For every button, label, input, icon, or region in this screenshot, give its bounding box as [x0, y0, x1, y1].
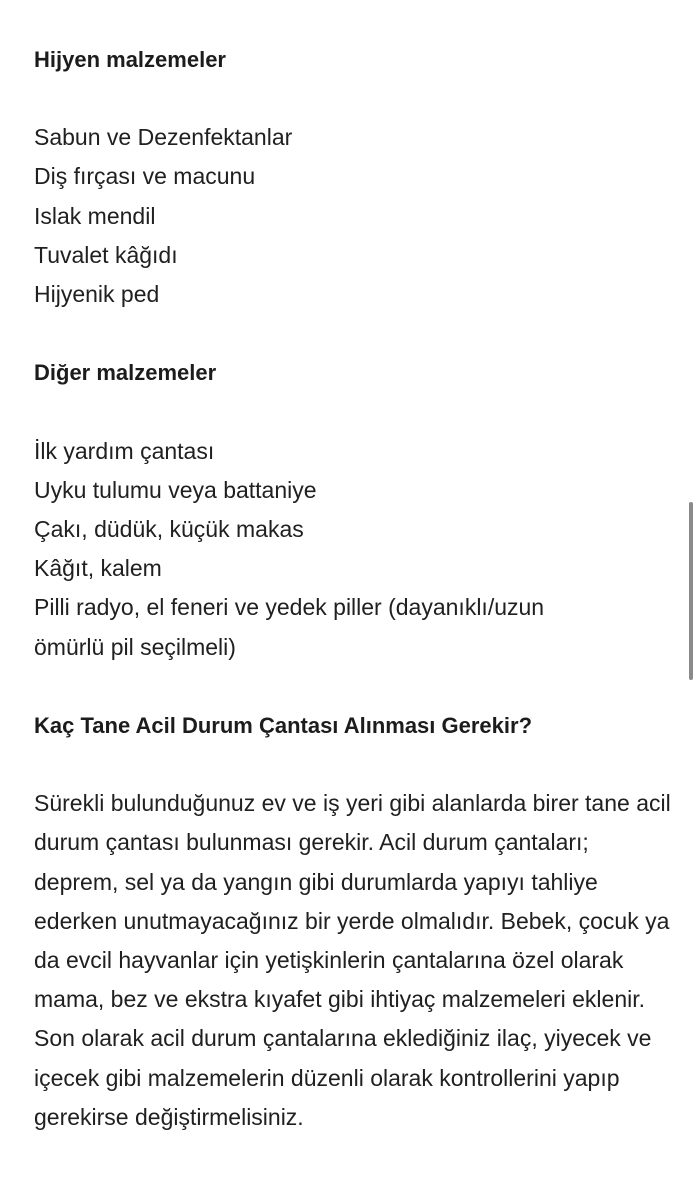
- article-content: [34, 40, 674, 1137]
- list-item: Islak mendil: [34, 202, 156, 229]
- list-item: Pilli radyo, el feneri ve yedek piller (dayanıklı/uzun: [34, 594, 545, 621]
- other-heading: Diğer malzemeler: [34, 360, 217, 386]
- list-item: Tuvalet kâğıdı: [34, 241, 178, 268]
- howmany-heading: Kaç Tane Acil Durum Çantası Alınması Gerekir?: [34, 712, 533, 738]
- scrollbar-thumb[interactable]: [689, 502, 693, 680]
- spacer: [34, 392, 674, 431]
- hygiene-list: [34, 118, 674, 314]
- spacer: [34, 314, 674, 353]
- list-item: Çakı, düdük, küçük makas: [34, 515, 304, 542]
- list-item: Sabun ve Dezenfektanlar: [34, 124, 293, 151]
- howmany-paragraph: Sürekli bulunduğunuz ev ve iş yeri gibi alanlarda birer tane acil durum çantası bulunması gerekir. Acil durum çantaları; deprem, sel ya da yangın gibi durumlarda yapıyı tahliye ederken unutmayacağınız bir yerde olmalıdır. Bebek, çocuk ya da evcil hayvanlar için yetişkinlerin çantalarına özel olarak mama, bez ve ekstra kıyafet gibi ihtiyaç malzemeleri eklenir. Son olarak acil durum çantalarına eklediğiniz ilaç, yiyecek ve içecek gibi malzemelerin düzenli olarak kontrollerini yapıp gerekirse değiştirmelisiniz.: [34, 790, 671, 1130]
- spacer: [34, 745, 674, 784]
- spacer: [34, 79, 674, 118]
- list-item: Hijyenik ped: [34, 281, 160, 307]
- other-list: [34, 432, 674, 667]
- list-item: Diş fırçası ve macunu: [34, 163, 256, 190]
- list-item: Uyku tulumu veya battaniye: [34, 476, 317, 503]
- list-item: ömürlü pil seçilmeli): [34, 633, 236, 660]
- spacer: [34, 667, 674, 706]
- list-item: Kâğıt, kalem: [34, 555, 162, 582]
- list-item: İlk yardım çantası: [34, 437, 215, 464]
- hygiene-heading: Hijyen malzemeler: [34, 47, 226, 72]
